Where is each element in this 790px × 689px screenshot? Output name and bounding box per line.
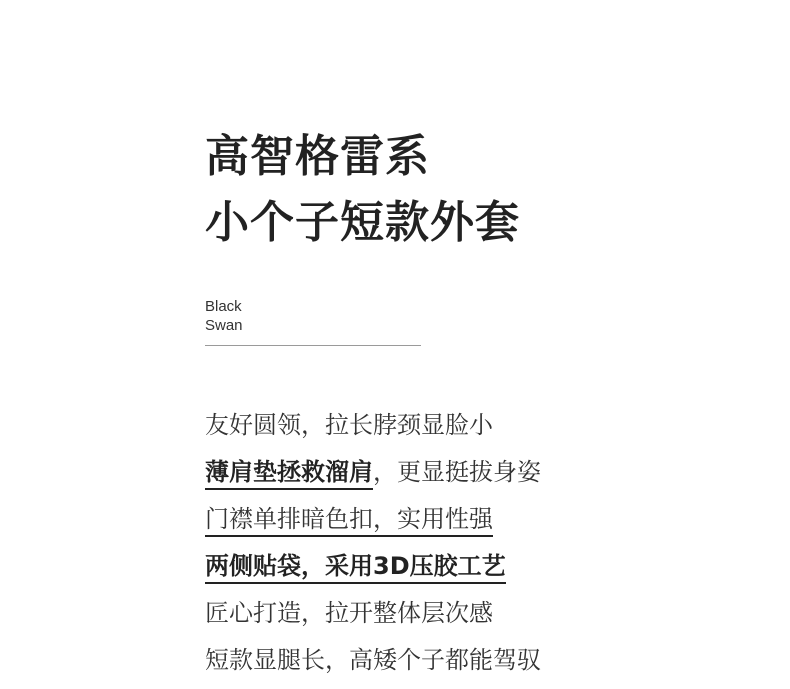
feature-line bbox=[205, 402, 765, 449]
feature-list bbox=[205, 402, 765, 684]
collection-name-line-1: Black bbox=[205, 298, 242, 315]
feature-text: ，更显挺拔身姿 bbox=[373, 458, 541, 486]
feature-line bbox=[205, 449, 765, 496]
feature-line bbox=[205, 637, 765, 684]
feature-line bbox=[205, 496, 765, 543]
feature-text: 短款显腿长，高矮个子都能驾驭 bbox=[205, 646, 541, 674]
feature-line bbox=[205, 543, 765, 590]
product-title bbox=[205, 124, 520, 256]
feature-text: 门襟单排暗色扣，实用性强 bbox=[205, 505, 493, 537]
feature-text: 友好圆领，拉长脖颈显脸小 bbox=[205, 411, 493, 439]
feature-text: 匠心打造，拉开整体层次感 bbox=[205, 599, 493, 627]
feature-highlight-text: 薄肩垫拯救溜肩 bbox=[205, 458, 373, 490]
feature-highlight-text: 两侧贴袋，采用3D压胶工艺 bbox=[205, 552, 506, 584]
feature-line bbox=[205, 590, 765, 637]
title-line-1: 高智格雷系 bbox=[205, 131, 430, 182]
title-line-2: 小个子短款外套 bbox=[205, 197, 520, 248]
collection-name-line-2: Swan bbox=[205, 317, 243, 334]
collection-name bbox=[205, 297, 421, 346]
